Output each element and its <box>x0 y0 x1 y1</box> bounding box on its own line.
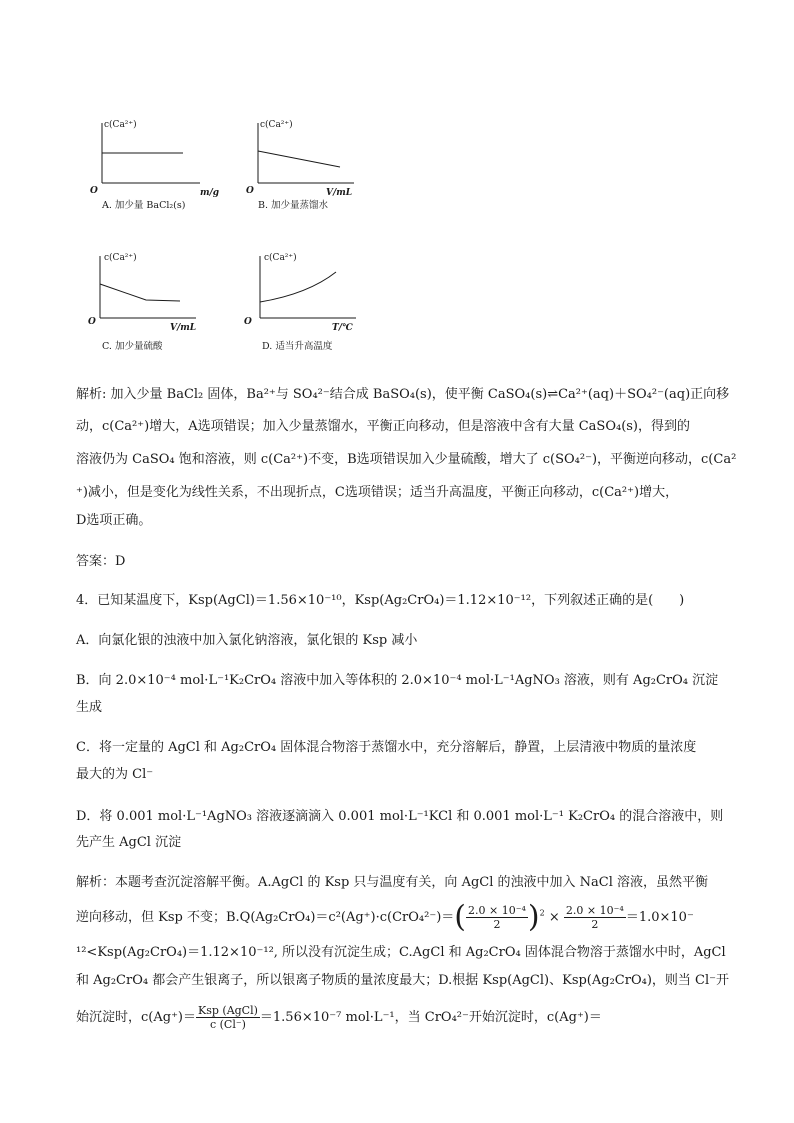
graph-d-ylabel: c(Ca²⁺) <box>264 253 297 263</box>
paren-right: ) <box>527 899 540 935</box>
analysis4-line5b: ＝1.56×10⁻⁷ mol·L⁻¹，当 CrO₄²⁻开始沉淀时，c(Ag⁺)＝ <box>259 1010 602 1025</box>
graph-a-origin: O <box>90 186 98 196</box>
graph-d-plot <box>238 248 368 334</box>
graph-b-caption: B. 加少量蒸馏水 <box>258 200 329 211</box>
q4-option-d-line1: D．将 0.001 mol·L⁻¹AgNO₃ 溶液逐滴滴入 0.001 mol·L⁻¹KCl 和 0.001 mol·L⁻¹ K₂CrO₄ 的混合溶液中，则 <box>76 809 724 824</box>
fraction-2-num: 2.0 × 10⁻⁴ <box>565 904 624 917</box>
curve-c <box>100 284 180 301</box>
answer3: 答案：D <box>76 554 126 569</box>
fraction-3-num: Ksp (AgCl) <box>198 1004 258 1017</box>
q4-option-d-line2: 先产生 AgCl 沉淀 <box>76 835 182 850</box>
analysis3-line1: 解析: 加入少量 BaCl₂ 固体，Ba²⁺与 SO₄²⁻结合成 BaSO₄(s)，使平衡 CaSO₄(s)⇌Ca²⁺(aq)＋SO₄²⁻(aq)正向移 <box>76 387 730 402</box>
graph-d-caption: D. 适当升高温度 <box>262 341 333 352</box>
fraction-1-den: 2 <box>493 918 501 931</box>
graph-c-ylabel: c(Ca²⁺) <box>104 253 137 263</box>
analysis4-line2a: 逆向移动，但 Ksp 不变；B.Q(Ag₂CrO₄)＝c²(Ag⁺)·c(CrO₄²⁻)＝ <box>76 910 455 925</box>
q4-option-b-line2: 生成 <box>76 700 103 715</box>
graph-d-origin: O <box>244 317 252 327</box>
graph-a-plot <box>80 115 220 198</box>
graph-c <box>78 248 208 352</box>
graph-c-caption: C. 加少量硫酸 <box>102 341 163 352</box>
graph-b-plot <box>236 115 366 198</box>
graph-a-ylabel: c(Ca²⁺) <box>104 120 137 130</box>
q4-stem: 4．已知某温度下，Ksp(AgCl)＝1.56×10⁻¹⁰，Ksp(Ag₂CrO₄)＝1.12×10⁻¹²，下列叙述正确的是( ) <box>76 593 685 608</box>
curve-d <box>260 272 336 302</box>
fraction-2 <box>564 904 626 931</box>
fraction-1-num: 2.0 × 10⁻⁴ <box>468 904 526 917</box>
graph-c-origin: O <box>88 317 96 327</box>
paren-left: ( <box>454 899 466 935</box>
graph-c-plot <box>78 248 208 334</box>
analysis3-line5: D选项正确。 <box>76 513 152 528</box>
graph-d <box>238 248 368 352</box>
q4-option-a: A．向氯化银的浊液中加入氯化钠溶液，氯化银的 Ksp 减小 <box>76 633 418 648</box>
analysis4-line5a: 始沉淀时，c(Ag⁺)＝ <box>76 1010 196 1025</box>
graph-a <box>80 115 220 211</box>
graph-b-xlabel: V/mL <box>326 188 353 198</box>
fraction-1 <box>466 904 528 931</box>
graph-a-caption: A. 加少量 BaCl₂(s) <box>102 200 186 211</box>
graph-b <box>236 115 366 211</box>
fraction-2-den: 2 <box>591 918 599 931</box>
analysis4-line1: 解析：本题考查沉淀溶解平衡。A.AgCl 的 Ksp 只与温度有关，向 AgCl 的浊液中加入 NaCl 溶液，虽然平衡 <box>76 875 709 890</box>
analysis4-line3: ¹²<Ksp(Ag₂CrO₄)＝1.12×10⁻¹², 所以没有沉淀生成；C.AgCl 和 Ag₂CrO₄ 固体混合物溶于蒸馏水中时，AgCl <box>76 945 726 960</box>
graph-a-xlabel: m/g <box>200 188 220 198</box>
analysis3-line2: 动，c(Ca²⁺)增大，A选项错误；加入少量蒸馏水，平衡正向移动，但是溶液中含有大量 CaSO₄(s)，得到的 <box>76 419 691 434</box>
graph-b-origin: O <box>246 186 254 196</box>
q4-option-c-line1: C．将一定量的 AgCl 和 Ag₂CrO₄ 固体混合物溶于蒸馏水中，充分溶解后，静置，上层清液中物质的量浓度 <box>76 740 697 755</box>
analysis4-line2 <box>76 900 721 936</box>
graph-c-xlabel: V/mL <box>170 323 197 333</box>
times-sign: × <box>548 910 560 925</box>
fraction-3-den: c (Cl⁻) <box>209 1018 246 1031</box>
graph-b-ylabel: c(Ca²⁺) <box>260 120 293 130</box>
q4-option-b-line1: B．向 2.0×10⁻⁴ mol·L⁻¹K₂CrO₄ 溶液中加入等体积的 2.0×10⁻⁴ mol·L⁻¹AgNO₃ 溶液，则有 Ag₂CrO₄ 沉淀 <box>76 673 719 688</box>
analysis3-line4: ⁺)减小，但是变化为线性关系，不出现折点，C选项错误；适当升高温度，平衡正向移动，c(Ca²⁺)增大， <box>76 485 679 500</box>
fraction-3 <box>196 1004 260 1031</box>
q4-option-c-line2: 最大的为 Cl⁻ <box>76 767 154 782</box>
analysis4-line5 <box>76 1000 721 1036</box>
analysis4-line2b: ＝1.0×10⁻ <box>625 910 694 925</box>
curve-b <box>258 151 340 167</box>
exponent-2: 2 <box>539 908 545 918</box>
analysis4-line4: 和 Ag₂CrO₄ 都会产生银离子，所以银离子物质的量浓度最大；D.根据 Ksp(AgCl)、Ksp(Ag₂CrO₄)，则当 Cl⁻开 <box>76 973 730 988</box>
analysis3-line3: 溶液仍为 CaSO₄ 饱和溶液，则 c(Ca²⁺)不变，B选项错误加入少量硫酸，增大了 c(SO₄²⁻)，平衡逆向移动，c(Ca² <box>76 452 737 467</box>
graph-d-xlabel: T/℃ <box>332 323 353 333</box>
